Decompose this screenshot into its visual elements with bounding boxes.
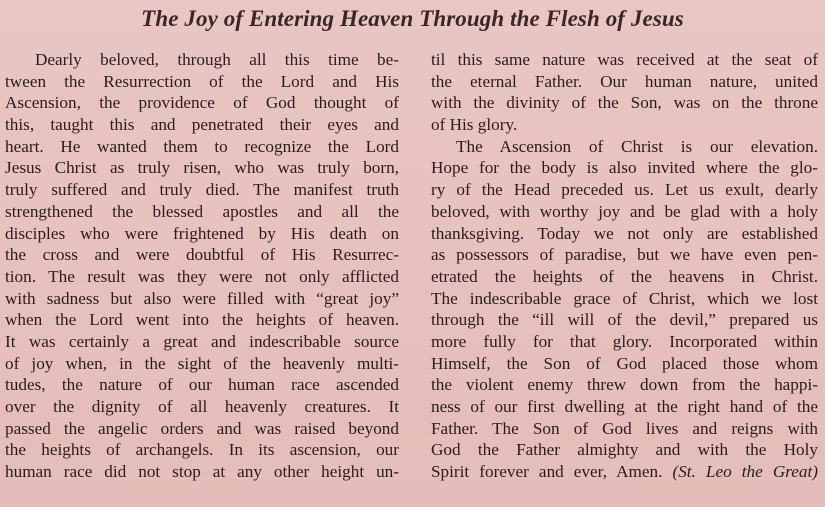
- article-title: The Joy of Entering Heaven Through the Flesh of Jesus: [141, 6, 684, 31]
- text-line: God the Father almighty and with the Holy: [431, 440, 818, 460]
- text-line: the cross and were doubtful of His Resurrec-: [5, 245, 399, 265]
- text-line: strengthened the blessed apostles and all the: [5, 201, 399, 221]
- text-line: the eternal Father. Our human nature, united: [431, 71, 818, 91]
- text-line: ry of the Head preceded us. Let us exult, dearly: [431, 180, 818, 200]
- text-line: Father. The Son of God lives and reigns with: [431, 418, 818, 438]
- text-line: as possessors of paradise, but we have even pen-: [431, 245, 818, 265]
- text-line: human race did not stop at any other height un-: [5, 462, 399, 482]
- text-line: truly suffered and truly died. The manifest truth: [5, 180, 399, 200]
- text-line: over the dignity of all heavenly creatures. It: [5, 397, 399, 416]
- text-line: heart. He wanted them to recognize the Lord: [5, 136, 399, 156]
- text-line: more fully for that glory. Incorporated within: [431, 331, 818, 351]
- text-line: The indescribable grace of Christ, which we lost: [431, 288, 818, 308]
- text-line: the heights of archangels. In its ascension, our: [5, 440, 399, 460]
- text-line: beloved, with worthy joy and be glad with a holy: [431, 201, 818, 221]
- text-line: tion. The result was they were not only afflicted: [5, 266, 399, 286]
- left-column: [5, 49, 399, 483]
- text-line: Hope for the body is also invited where the glo-: [431, 158, 818, 178]
- text-line: tudes, the nature of our human race ascended: [5, 375, 399, 395]
- text-line: ness of our first dwelling at the right hand of the: [431, 397, 818, 416]
- text-line: til this same nature was received at the seat of: [431, 50, 818, 69]
- text-line: It was certainly a great and indescribable source: [5, 331, 399, 351]
- right-column: [431, 49, 818, 483]
- text-line: the violent enemy threw down from the happi-: [431, 375, 818, 395]
- text-line: passed the angelic orders and was raised beyond: [5, 418, 399, 438]
- text-line: Spirit forever and ever, Amen. (St. Leo the Great): [431, 462, 818, 482]
- text-line: thanksgiving. Today we not only are established: [431, 223, 818, 243]
- text-line: with the divinity of the Son, was on the throne: [431, 93, 818, 113]
- text-line: tween the Resurrection of the Lord and His: [5, 71, 399, 91]
- text-line: when the Lord went into the heights of heaven.: [5, 310, 399, 330]
- text-line: etrated the heights of the heavens in Christ.: [431, 266, 818, 286]
- text-line: of joy when, in the sight of the heavenly multi-: [5, 353, 399, 373]
- text-line: with sadness but also were filled with “great joy”: [5, 288, 399, 308]
- text-line: through the “ill will of the devil,” prepared us: [431, 310, 818, 330]
- text-line: Dearly beloved, through all this time be-: [35, 50, 399, 69]
- text-line: Himself, the Son of God placed those whom: [431, 353, 818, 373]
- text-line: disciples who were frightened by His death on: [5, 223, 399, 243]
- text-line: Ascension, the providence of God thought of: [5, 93, 399, 113]
- text-line: this, taught this and penetrated their eyes and: [5, 115, 399, 135]
- text-line: of His glory.: [431, 115, 518, 135]
- text-line: The Ascension of Christ is our elevation.: [456, 136, 818, 156]
- text-line: Jesus Christ as truly risen, who was truly born,: [5, 158, 399, 178]
- citation: (St. Leo the Great): [672, 462, 818, 482]
